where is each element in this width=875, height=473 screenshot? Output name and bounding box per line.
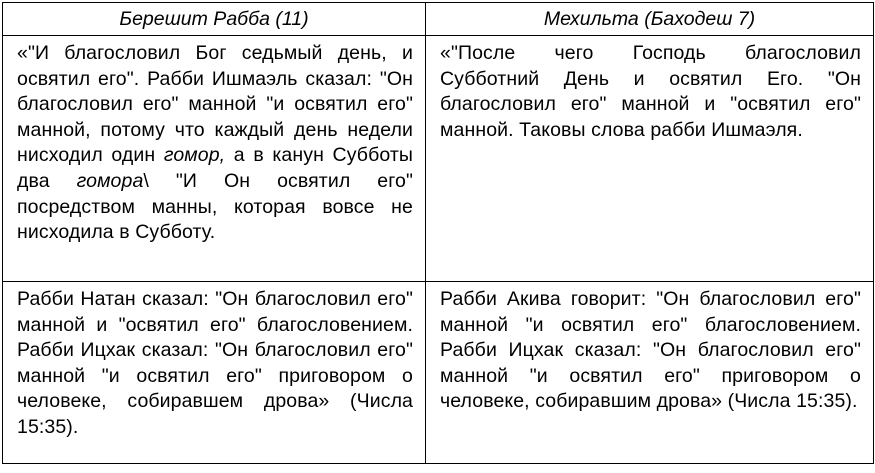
cell-text-italic-gomor: гомор, [163,144,226,167]
cell-text: а в канун Субботы два [17,144,413,192]
column-header-bereshit-rabba: Берешит Рабба (11) [3,3,426,36]
comparison-table [2,2,874,464]
table-cell-mekhilta-ishmael [426,36,874,282]
table-row [3,282,874,464]
cell-text: Рабби Акива говорит: "Он благословил его" манной "и освятил его" благословением. Рабби Ицхак сказал: "Он благословил его" манной "и освятил его" приговором о человеке, собиравшим дрова» (Числа 15:35). [440,288,861,413]
table-row [3,36,874,282]
table-cell-bereshit-ishmael [3,36,426,282]
table-cell-bereshit-natan [3,282,426,464]
cell-text: \ "И Он освятил его" посредством манны, которая вовсе не нисходила в Субботу. [17,169,413,244]
cell-text: «"После чего Господь благословил Субботний День и освятил Его. "Он благословил его" манной и "освятил его" манной. Таковы слова рабби Ишмаэля. [440,42,861,141]
column-header-mekhilta: Мехильта (Баходеш 7) [426,3,874,36]
cell-text-italic-gomora: гомора [76,169,144,192]
table-cell-mekhilta-akiva [426,282,874,464]
cell-text: Рабби Натан сказал: "Он благословил его" манной и "освятил его" благословением. Рабби Ицхак сказал: "Он благословил его" манной "и освятил его" приговором о человеке, собиравшем дрова» (Числа 15:35). [17,288,413,438]
table-header-row [3,3,874,36]
cell-text: «"И благословил Бог седьмый день, и освятил его". Рабби Ишмаэль сказал: "Он благословил его" манной "и освятил его" манной, потому что каждый день недели нисходил один [17,42,413,167]
